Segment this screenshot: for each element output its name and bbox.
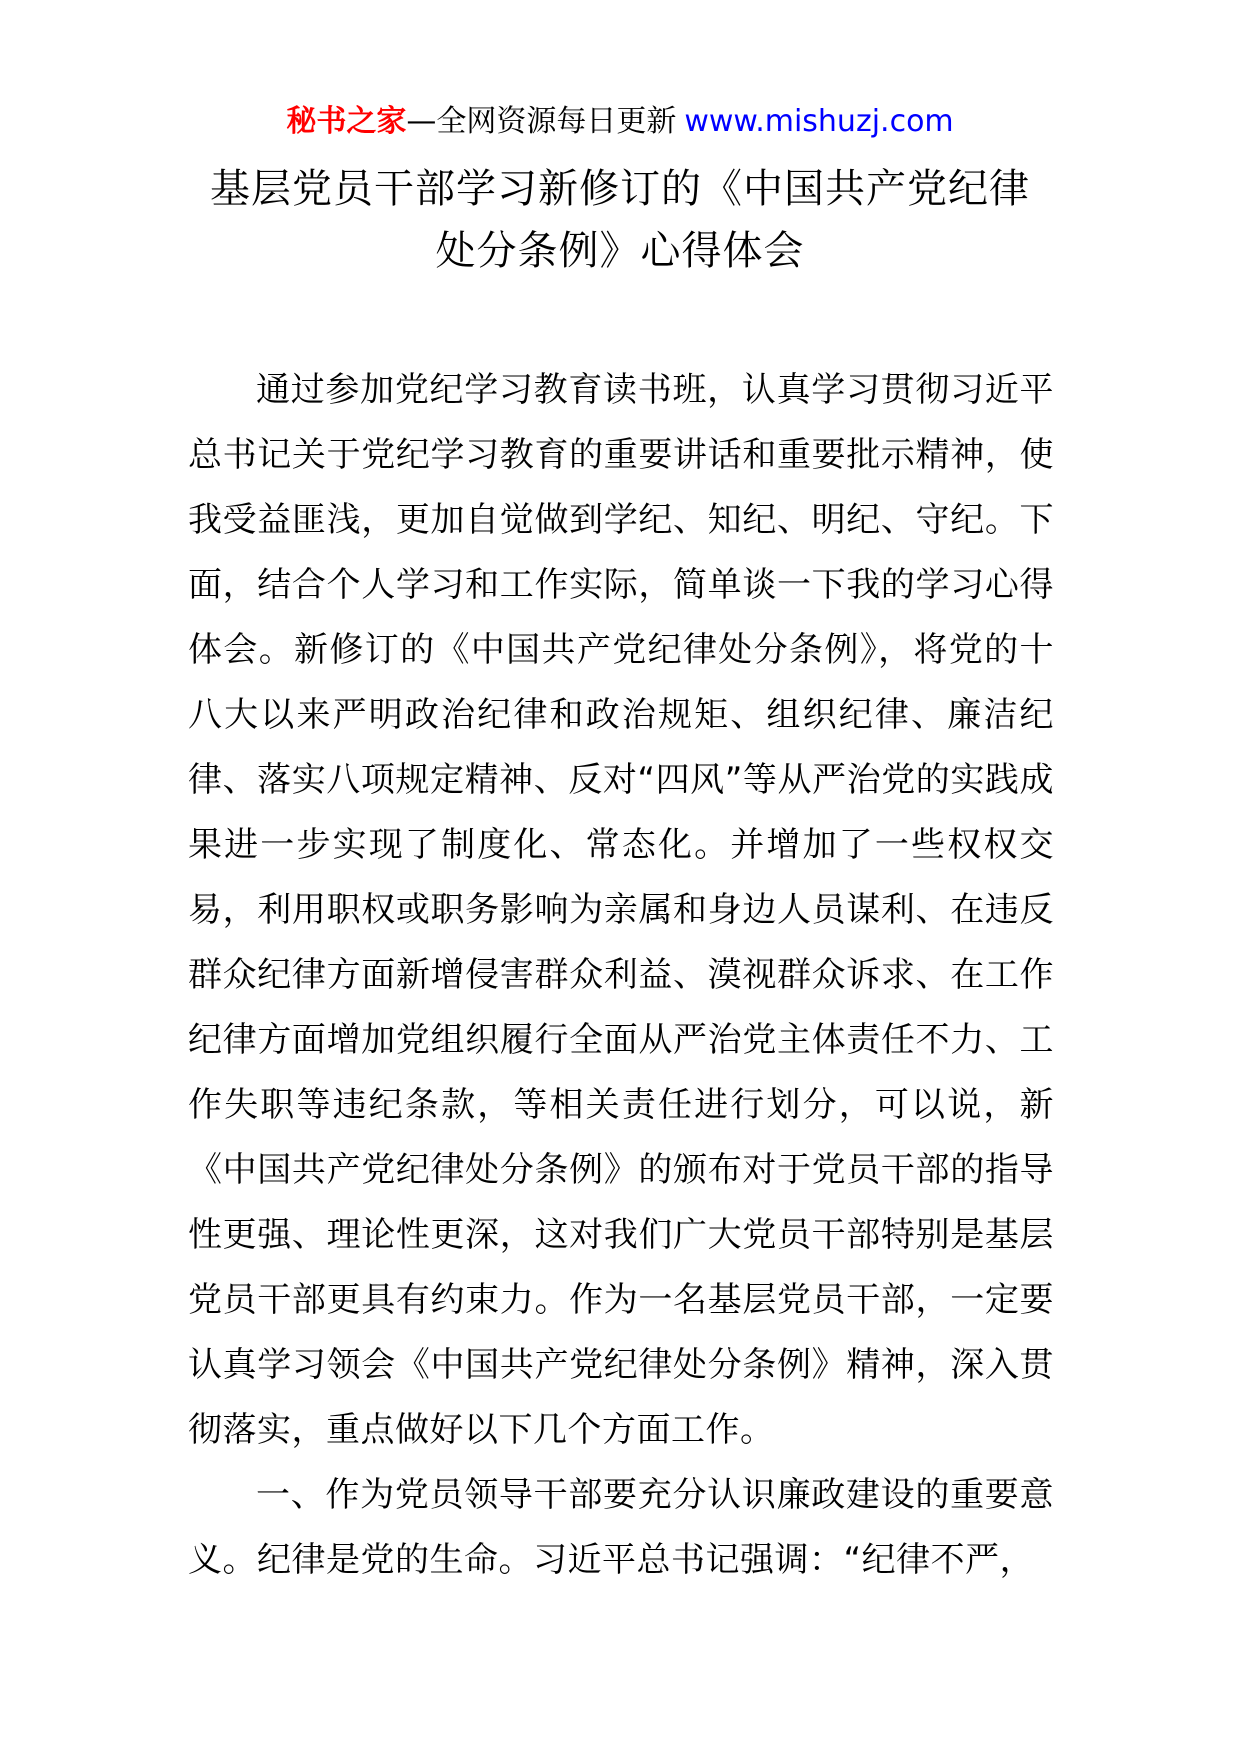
title-line-2: 处分条例》心得体会 (435, 228, 805, 274)
document-body (188, 358, 1054, 1593)
paragraph-section-1: 一、作为党员领导干部要充分认识廉政建设的重要意义。纪律是党的生命。习近平总书记强调：“纪律不严， (188, 1475, 1054, 1580)
paragraph-intro: 通过参加党纪学习教育读书班，认真学习贯彻习近平总书记关于党纪学习教育的重要讲话和重要批示精神，使我受益匪浅，更加自觉做到学纪、知纪、明纪、守纪。下面，结合个人学习和工作实际，简单谈一下我的学习心得体会。新修订的《中国共产党纪律处分条例》，将党的十八大以来严明政治纪律和政治规矩、组织纪律、廉洁纪律、落实八项规定精神、反对“四风”等从严治党的实践成果进一步实现了制度化、常态化。并增加了一些权权交易，利用职权或职务影响为亲属和身边人员谋利、在违反群众纪律方面新增侵害群众利益、漠视群众诉求、在工作纪律方面增加党组织履行全面从严治党主体责任不力、工作失职等违纪条款，等相关责任进行划分，可以说，新《中国共产党纪律处分条例》的颁布对于党员干部的指导性更强、理论性更深，这对我们广大党员干部特别是基层党员干部更具有约束力。作为一名基层党员干部，一定要认真学习领会《中国共产党纪律处分条例》精神，深入贯彻落实，重点做好以下几个方面工作。 (188, 370, 1054, 1450)
document-title (150, 158, 1090, 282)
site-url-link[interactable]: www.mishuzj.com (684, 104, 954, 139)
title-line-1: 基层党员干部学习新修订的《中国共产党纪律 (210, 166, 1030, 212)
site-header (0, 102, 1240, 142)
brand-name: 秘书之家 (286, 104, 407, 139)
header-tagline: —全网资源每日更新 (406, 104, 677, 139)
